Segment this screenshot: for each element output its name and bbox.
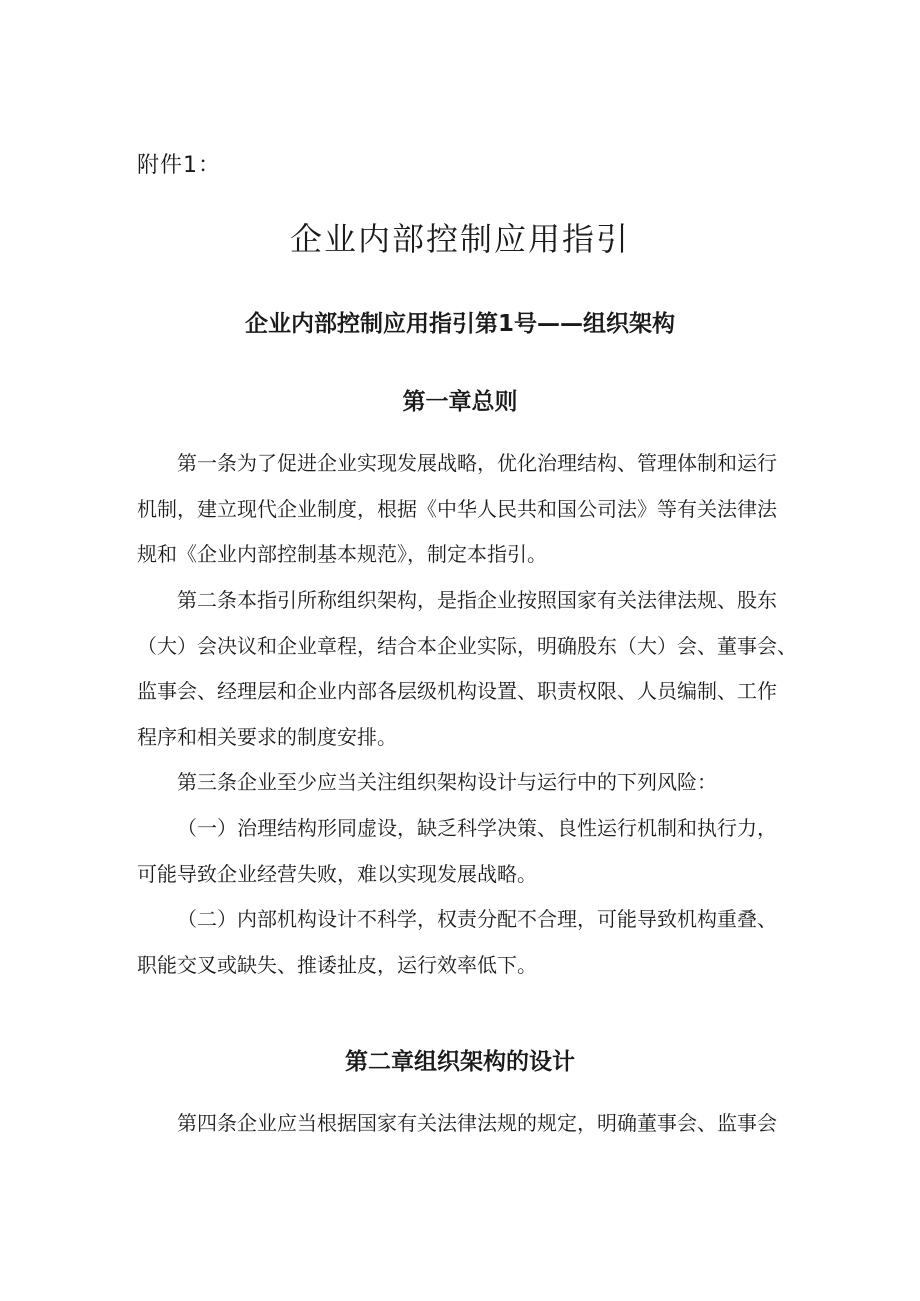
risk-item-1 [137, 806, 787, 897]
chapter-2-heading: 第二章组织架构的设计 [345, 1049, 575, 1075]
text-line: 职能交叉或缺失、推诿扯皮，运行效率低下。 [137, 952, 537, 977]
text-line: （二）内部机构设计不科学，权责分配不合理，可能导致机构重叠、 [177, 907, 777, 931]
text-line: 可能导致企业经营失败，难以实现发展战略。 [137, 861, 537, 886]
article-2 [137, 578, 797, 760]
text-line: 第三条企业至少应当关注组织架构设计与运行中的下列风险： [177, 770, 717, 794]
text-line: （一）治理结构形同虚设，缺乏科学决策、良性运行机制和执行力， [177, 816, 777, 840]
document-title: 企业内部控制应用指引 [289, 220, 630, 258]
article-1 [137, 441, 787, 578]
text-line: 规和《企业内部控制基本规范》，制定本指引。 [137, 542, 547, 566]
text-line: 第四条企业应当根据国家有关法律法规的规定，明确董事会、监事会 [177, 1111, 777, 1135]
text-line: （大）会决议和企业章程，结合本企业实际，明确股东（大）会、董事会、 [137, 633, 797, 658]
text-line: 程序和相关要求的制度安排。 [137, 724, 397, 749]
attachment-label: 附件1： [137, 153, 221, 178]
article-4 [137, 1101, 787, 1147]
article-3 [137, 760, 787, 806]
chapter-1-heading: 第一章总则 [402, 389, 518, 415]
text-line: 监事会、经理层和企业内部各层级机构设置、职责权限、人员编制、工作 [137, 679, 777, 703]
risk-item-2 [137, 897, 787, 988]
document-subtitle: 企业内部控制应用指引第1号——组织架构 [244, 311, 675, 337]
text-line: 机制，建立现代企业制度，根据《中华人民共和国公司法》等有关法律法 [137, 496, 777, 521]
text-line: 第二条本指引所称组织架构，是指企业按照国家有关法律法规、股东 [177, 588, 777, 612]
text-line: 第一条为了促进企业实现发展战略，优化治理结构、管理体制和运行 [177, 451, 777, 475]
